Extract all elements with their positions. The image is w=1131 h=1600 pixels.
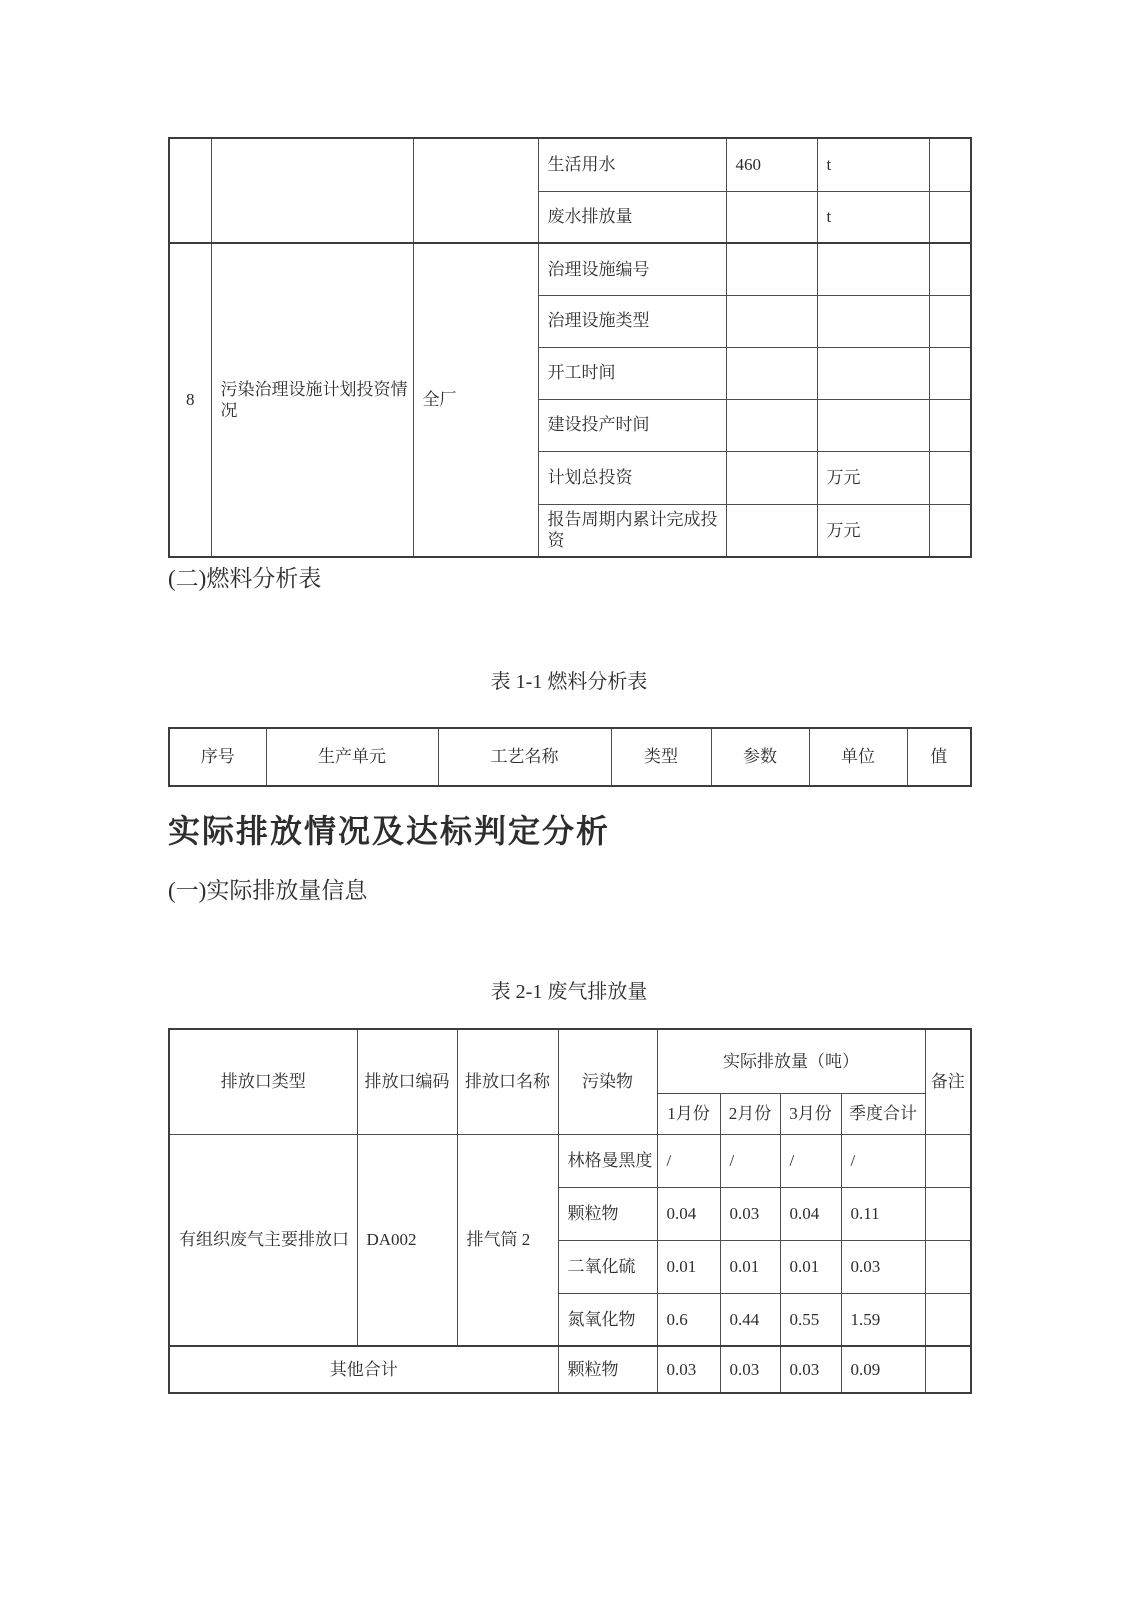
cell-value-m3: 0.04 — [780, 1187, 841, 1240]
column-header: 生产单元 — [266, 728, 438, 786]
column-header-month: 3月份 — [780, 1093, 841, 1134]
cell-item-value — [726, 504, 817, 557]
column-header: 序号 — [169, 728, 266, 786]
cell-value-quarter: / — [841, 1134, 925, 1187]
cell-other-total-label: 其他合计 — [169, 1346, 558, 1393]
column-header: 污染物 — [558, 1029, 657, 1134]
cell-pollutant: 林格曼黑度 — [558, 1134, 657, 1187]
column-header: 工艺名称 — [438, 728, 611, 786]
cell-item-value — [726, 243, 817, 295]
cell-note — [925, 1240, 971, 1293]
cell-value-m2: 0.01 — [720, 1240, 780, 1293]
column-header-actual-emission: 实际排放量（吨） — [657, 1029, 925, 1093]
cell-note — [929, 451, 971, 504]
cell-note — [929, 243, 971, 295]
cell-row-index — [169, 138, 211, 243]
cell-outlet-type: 有组织废气主要排放口 — [169, 1134, 357, 1346]
table-header-row — [169, 1029, 971, 1093]
column-header-quarter: 季度合计 — [841, 1093, 925, 1134]
cell-value-m3: 0.01 — [780, 1240, 841, 1293]
cell-row-title: 污染治理设施计划投资情况 — [211, 243, 413, 557]
cell-note — [929, 504, 971, 557]
cell-item-value — [726, 347, 817, 399]
cell-note — [925, 1346, 971, 1393]
cell-note — [929, 399, 971, 451]
cell-row-scope: 全厂 — [413, 243, 538, 557]
table-row — [169, 1134, 971, 1187]
column-header: 单位 — [809, 728, 907, 786]
column-header: 参数 — [711, 728, 809, 786]
section-heading-actual-emission: (一)实际排放量信息 — [168, 878, 368, 903]
cell-value-m3: 0.55 — [780, 1293, 841, 1346]
cell-item-value: 460 — [726, 138, 817, 191]
column-header: 排放口编码 — [357, 1029, 457, 1134]
cell-note — [925, 1134, 971, 1187]
cell-item-label: 报告周期内累计完成投资 — [538, 504, 726, 557]
cell-item-label: 治理设施编号 — [538, 243, 726, 295]
table-row-other-total — [169, 1346, 971, 1393]
cell-item-unit — [817, 295, 929, 347]
cell-value-m1: 0.04 — [657, 1187, 720, 1240]
column-header: 备注 — [925, 1029, 971, 1134]
cell-value-quarter: 1.59 — [841, 1293, 925, 1346]
section-heading-fuel: (二)燃料分析表 — [168, 566, 322, 591]
cell-value-m3: / — [780, 1134, 841, 1187]
cell-item-unit: t — [817, 191, 929, 243]
cell-item-value — [726, 399, 817, 451]
cell-value-m1: 0.6 — [657, 1293, 720, 1346]
cell-note — [925, 1293, 971, 1346]
cell-item-label: 废水排放量 — [538, 191, 726, 243]
cell-outlet-code: DA002 — [357, 1134, 457, 1346]
table-row — [169, 138, 971, 191]
cell-row-scope — [413, 138, 538, 243]
cell-value-m1: / — [657, 1134, 720, 1187]
column-header: 值 — [907, 728, 971, 786]
cell-value-m2: 0.44 — [720, 1293, 780, 1346]
cell-item-value — [726, 451, 817, 504]
cell-outlet-name: 排气筒 2 — [457, 1134, 558, 1346]
cell-row-title — [211, 138, 413, 243]
cell-item-label: 计划总投资 — [538, 451, 726, 504]
column-header-month: 2月份 — [720, 1093, 780, 1134]
table-caption-fuel: 表 1-1 燃料分析表 — [490, 671, 648, 693]
cell-item-unit — [817, 399, 929, 451]
cell-note — [925, 1187, 971, 1240]
cell-item-value — [726, 295, 817, 347]
cell-value-quarter: 0.09 — [841, 1346, 925, 1393]
cell-item-label: 生活用水 — [538, 138, 726, 191]
column-header: 类型 — [611, 728, 711, 786]
investment-table — [168, 137, 972, 558]
column-header: 排放口名称 — [457, 1029, 558, 1134]
cell-item-unit — [817, 347, 929, 399]
cell-note — [929, 295, 971, 347]
cell-pollutant: 颗粒物 — [558, 1346, 657, 1393]
cell-note — [929, 191, 971, 243]
cell-item-value — [726, 191, 817, 243]
cell-value-m1: 0.03 — [657, 1346, 720, 1393]
cell-note — [929, 347, 971, 399]
table-row — [169, 243, 971, 295]
fuel-table — [168, 727, 972, 787]
column-header-month: 1月份 — [657, 1093, 720, 1134]
cell-item-unit — [817, 243, 929, 295]
cell-item-label: 治理设施类型 — [538, 295, 726, 347]
cell-value-m3: 0.03 — [780, 1346, 841, 1393]
main-heading: 实际排放情况及达标判定分析 — [168, 813, 611, 849]
table-caption-emission: 表 2-1 废气排放量 — [490, 981, 648, 1003]
cell-value-quarter: 0.11 — [841, 1187, 925, 1240]
emission-table — [168, 1028, 972, 1394]
cell-value-m1: 0.01 — [657, 1240, 720, 1293]
cell-item-label: 建设投产时间 — [538, 399, 726, 451]
column-header: 排放口类型 — [169, 1029, 357, 1134]
cell-pollutant: 二氧化硫 — [558, 1240, 657, 1293]
cell-item-unit: t — [817, 138, 929, 191]
cell-pollutant: 颗粒物 — [558, 1187, 657, 1240]
cell-value-m2: 0.03 — [720, 1187, 780, 1240]
cell-value-quarter: 0.03 — [841, 1240, 925, 1293]
cell-item-label: 开工时间 — [538, 347, 726, 399]
cell-pollutant: 氮氧化物 — [558, 1293, 657, 1346]
cell-item-unit: 万元 — [817, 504, 929, 557]
cell-value-m2: / — [720, 1134, 780, 1187]
cell-value-m2: 0.03 — [720, 1346, 780, 1393]
table-header-row — [169, 728, 971, 786]
cell-note — [929, 138, 971, 191]
cell-item-unit: 万元 — [817, 451, 929, 504]
cell-row-index: 8 — [169, 243, 211, 557]
